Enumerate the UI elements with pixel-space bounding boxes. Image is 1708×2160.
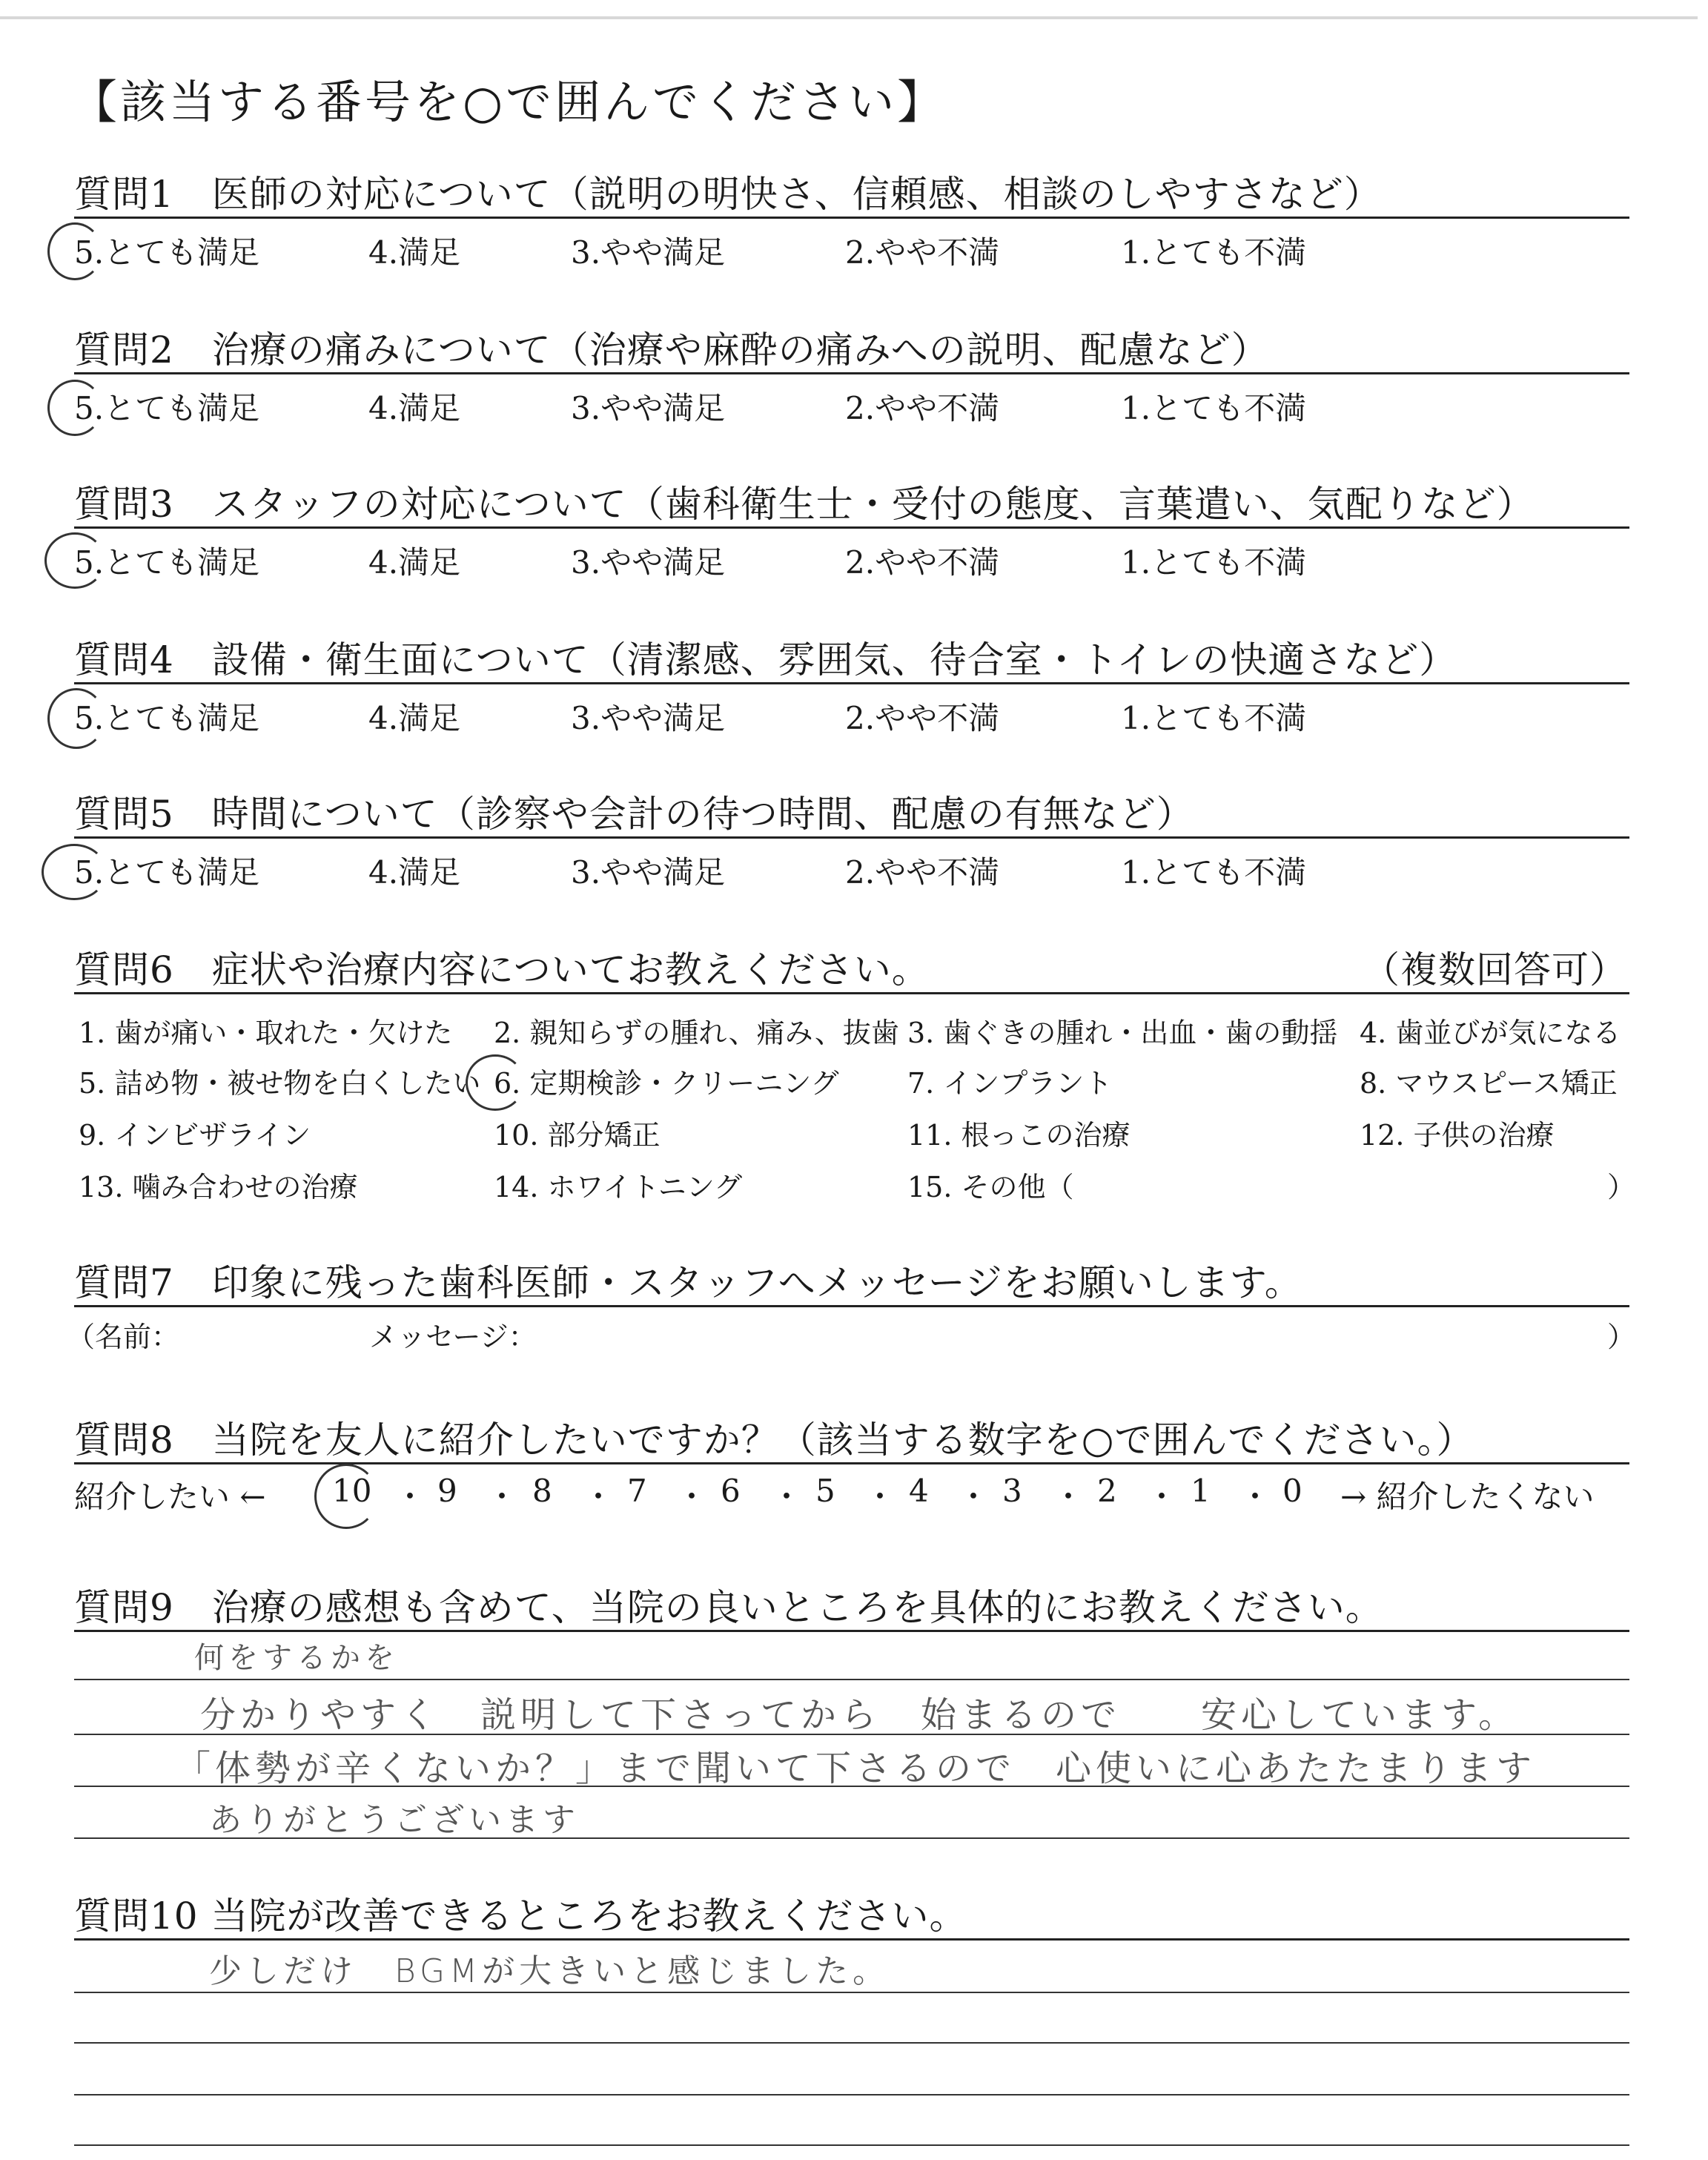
q6-item-9[interactable]: 9. インビザライン xyxy=(79,1119,311,1152)
q4-option-2[interactable]: 2.やや不満 xyxy=(845,700,1000,736)
q8-scale-7[interactable]: 7 xyxy=(627,1473,647,1509)
q3-option-4[interactable]: 4.満足 xyxy=(368,544,461,581)
q2-option-3[interactable]: 3.やや満足 xyxy=(571,390,726,426)
q8-scale-6[interactable]: 6 xyxy=(721,1473,741,1509)
q5-selection-circle xyxy=(42,844,107,900)
q2-option-4[interactable]: 4.満足 xyxy=(368,390,461,426)
q9-answer-line-2: 分かりやすく 説明して下さってから 始まるので 安心しています。 xyxy=(200,1694,1519,1736)
page-heading: 【該当する番号を○で囲んでください】 xyxy=(71,75,947,129)
answer-line xyxy=(74,2042,1629,2044)
q5-option-5[interactable]: 5.とても満足 xyxy=(74,854,260,891)
question-6-note: （複数回答可） xyxy=(1363,948,1627,991)
q1-option-1[interactable]: 1.とても不満 xyxy=(1121,234,1307,271)
q6-item-12[interactable]: 12. 子供の治療 xyxy=(1360,1119,1555,1152)
q4-selection-circle xyxy=(47,688,105,749)
q9-answer-line-3: 「体勢が辛くないか？」まで聞いて下さるので 心使いに心あたたまります xyxy=(175,1748,1537,1789)
question-8-title: 質問8 当院を友人に紹介したいですか？（該当する数字を○で囲んでください。） xyxy=(74,1418,1474,1462)
q8-dot: ・ xyxy=(486,1479,518,1515)
question-2-rule xyxy=(74,372,1629,374)
q5-option-1[interactable]: 1.とても不満 xyxy=(1121,854,1307,891)
q8-scale-9[interactable]: 9 xyxy=(437,1473,457,1509)
question-4-rule xyxy=(74,682,1629,684)
question-9-title: 質問9 治療の感想も含めて、当院の良いところを具体的にお教えください。 xyxy=(74,1586,1383,1629)
q4-option-3[interactable]: 3.やや満足 xyxy=(571,700,726,736)
q1-option-5[interactable]: 5.とても満足 xyxy=(74,234,260,271)
answer-line xyxy=(74,1992,1629,1993)
q8-scale-10[interactable]: 10 xyxy=(332,1473,372,1509)
q1-option-3[interactable]: 3.やや満足 xyxy=(571,234,726,271)
q6-item-3[interactable]: 3. 歯ぐきの腫れ・出血・歯の動揺 xyxy=(907,1017,1338,1049)
q9-answer-line-4: ありがとうございます xyxy=(209,1801,580,1839)
q6-item-8[interactable]: 8. マウスピース矯正 xyxy=(1360,1067,1618,1100)
question-10-rule xyxy=(74,1938,1629,1941)
q7-name-label: （名前： xyxy=(67,1321,180,1353)
q6-item-7[interactable]: 7. インプラント xyxy=(907,1067,1113,1100)
q4-option-1[interactable]: 1.とても不満 xyxy=(1121,700,1307,736)
q2-option-5[interactable]: 5.とても満足 xyxy=(74,390,260,426)
q8-scale-1[interactable]: 1 xyxy=(1191,1473,1211,1509)
q8-dot: ・ xyxy=(864,1479,896,1515)
q3-selection-circle xyxy=(44,532,105,589)
q8-scale-3[interactable]: 3 xyxy=(1002,1473,1022,1509)
q6-selection-circle xyxy=(466,1054,525,1111)
question-2-title: 質問2 治療の痛みについて（治療や麻酔の痛みへの説明、配慮など） xyxy=(74,328,1269,371)
question-7-title: 質問7 印象に残った歯科医師・スタッフへメッセージをお願いします。 xyxy=(74,1261,1302,1304)
question-9-rule xyxy=(74,1630,1629,1632)
question-3-title: 質問3 スタッフの対応について（歯科衛生士・受付の態度、言葉遣い、気配りなど） xyxy=(74,483,1535,526)
q8-dot: ・ xyxy=(583,1479,615,1515)
q1-option-2[interactable]: 2.やや不満 xyxy=(845,234,1000,271)
q6-item-14[interactable]: 14. ホワイトニング xyxy=(494,1171,743,1203)
question-6-title: 質問6 症状や治療内容についてお教えください。 xyxy=(74,948,930,991)
q8-dot: ・ xyxy=(958,1479,990,1515)
q8-left-label: 紹介したい ← xyxy=(74,1479,266,1515)
question-1-rule xyxy=(74,217,1629,219)
answer-line xyxy=(74,2144,1629,2146)
question-7-rule xyxy=(74,1305,1629,1307)
q7-close: ） xyxy=(1607,1321,1636,1353)
q7-message-label: メッセージ： xyxy=(369,1321,537,1353)
q4-option-4[interactable]: 4.満足 xyxy=(368,700,461,736)
q1-selection-circle xyxy=(47,222,102,280)
q8-scale-2[interactable]: 2 xyxy=(1097,1473,1117,1509)
q2-option-1[interactable]: 1.とても不満 xyxy=(1121,390,1307,426)
question-5-rule xyxy=(74,836,1629,839)
q1-option-4[interactable]: 4.満足 xyxy=(368,234,461,271)
q8-right-label: → 紹介したくない xyxy=(1340,1479,1595,1515)
q3-option-5[interactable]: 5.とても満足 xyxy=(74,544,260,581)
q8-dot: ・ xyxy=(1053,1479,1085,1515)
question-5-title: 質問5 時間について（診察や会計の待つ時間、配慮の有無など） xyxy=(74,793,1194,836)
q8-dot: ・ xyxy=(771,1479,803,1515)
q5-option-4[interactable]: 4.満足 xyxy=(368,854,461,891)
question-6-rule xyxy=(74,992,1629,994)
answer-line xyxy=(74,1679,1629,1680)
q6-item-15[interactable]: 15. その他（ xyxy=(907,1171,1074,1203)
q8-dot: ・ xyxy=(394,1479,426,1515)
q8-scale-5[interactable]: 5 xyxy=(815,1473,835,1509)
q4-option-5[interactable]: 5.とても満足 xyxy=(74,700,260,736)
q3-option-1[interactable]: 1.とても不満 xyxy=(1121,544,1307,581)
q5-option-2[interactable]: 2.やや不満 xyxy=(845,854,1000,891)
question-8-rule xyxy=(74,1462,1629,1464)
top-border xyxy=(0,16,1698,19)
q2-selection-circle xyxy=(47,380,102,436)
q8-scale-4[interactable]: 4 xyxy=(909,1473,929,1509)
q8-dot: ・ xyxy=(1239,1479,1271,1515)
q3-option-2[interactable]: 2.やや不満 xyxy=(845,544,1000,581)
q8-dot: ・ xyxy=(1146,1479,1178,1515)
question-1-title: 質問1 医師の対応について（説明の明快さ、信頼感、相談のしやすさなど） xyxy=(74,173,1382,216)
q8-scale-8[interactable]: 8 xyxy=(532,1473,552,1509)
q8-selection-circle xyxy=(314,1464,378,1529)
q6-item-4[interactable]: 4. 歯並びが気になる xyxy=(1360,1017,1621,1049)
q8-dot: ・ xyxy=(676,1479,708,1515)
q8-scale-0[interactable]: 0 xyxy=(1282,1473,1302,1509)
q6-item-11[interactable]: 11. 根っこの治療 xyxy=(907,1119,1131,1152)
q6-item-1[interactable]: 1. 歯が痛い・取れた・欠けた xyxy=(79,1017,453,1049)
question-3-rule xyxy=(74,526,1629,529)
q5-option-3[interactable]: 3.やや満足 xyxy=(571,854,726,891)
question-10-title: 質問10 当院が改善できるところをお教えください。 xyxy=(74,1895,967,1938)
q3-option-3[interactable]: 3.やや満足 xyxy=(571,544,726,581)
q10-answer-line-1: 少しだけ BGMが大きいと感じました。 xyxy=(209,1952,890,1990)
q2-option-2[interactable]: 2.やや不満 xyxy=(845,390,1000,426)
q6-item-13[interactable]: 13. 噛み合わせの治療 xyxy=(79,1171,358,1203)
q6-item-15-close: ） xyxy=(1607,1171,1636,1203)
answer-line xyxy=(74,2094,1629,2095)
question-4-title: 質問4 設備・衛生面について（清潔感、雰囲気、待合室・トイレの快適さなど） xyxy=(74,638,1457,681)
q6-item-2[interactable]: 2. 親知らずの腫れ、痛み、抜歯 xyxy=(494,1017,899,1049)
q9-answer-line-1: 何をするかを xyxy=(194,1641,399,1675)
q6-item-6[interactable]: 6. 定期検診・クリーニング xyxy=(494,1067,839,1100)
q6-item-10[interactable]: 10. 部分矯正 xyxy=(494,1119,661,1152)
q6-item-5[interactable]: 5. 詰め物・被せ物を白くしたい xyxy=(79,1067,481,1100)
